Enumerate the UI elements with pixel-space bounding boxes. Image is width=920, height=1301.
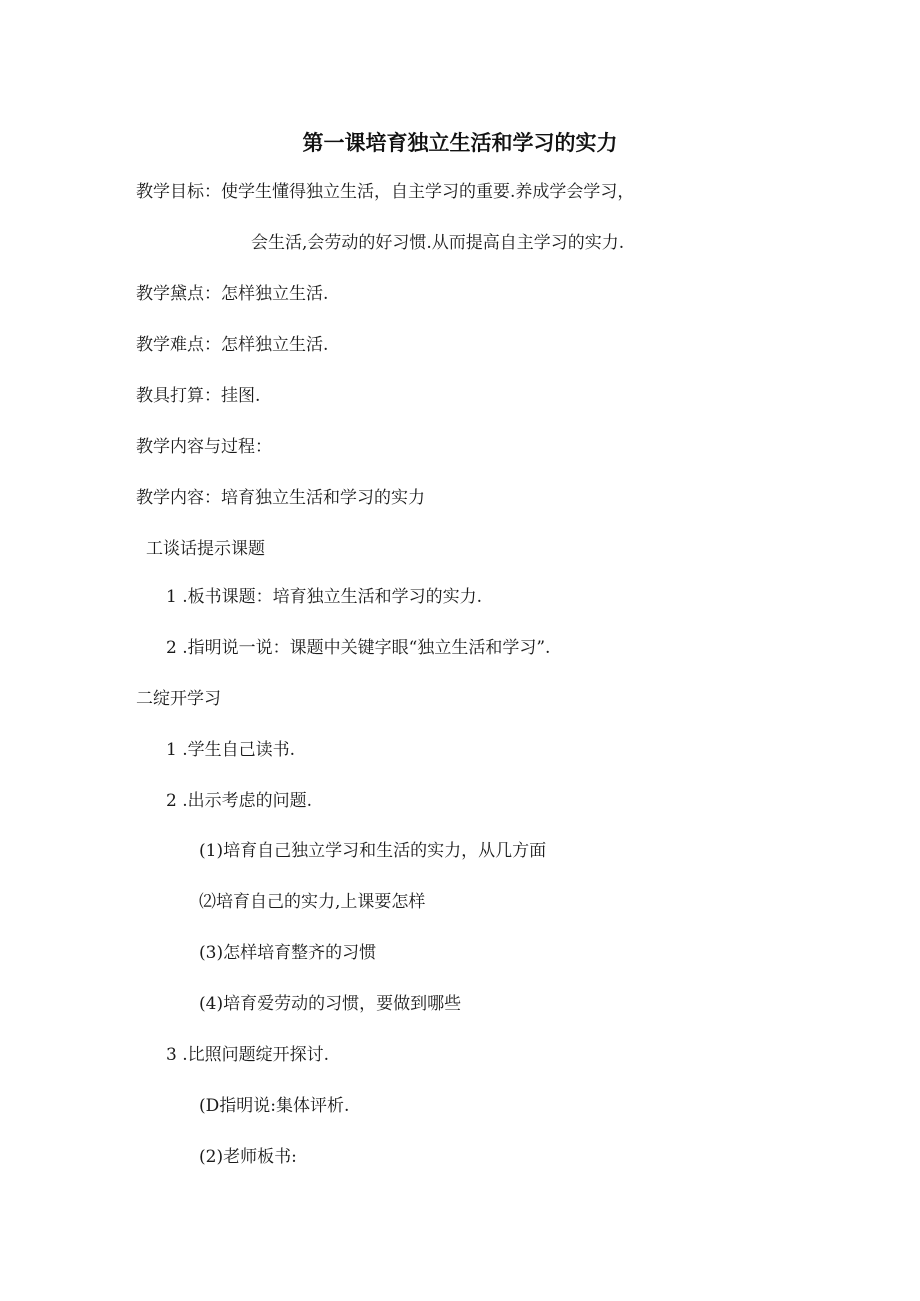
section-two-item-1: 1 .学生自己读书.: [166, 740, 296, 760]
section-one-item-1: 1 .板书课题：培育独立生活和学习的实力.: [166, 587, 483, 607]
teaching-goal-line-1: 教学目标：使学生懂得独立生活，自主学习的重要.养成学会学习，: [136, 182, 635, 202]
section-two-heading: 二绽开学习: [136, 689, 221, 709]
question-4: (4)培育爱劳动的习惯，要做到哪些: [199, 994, 462, 1014]
discussion-step-2: (2)老师板书:: [199, 1147, 297, 1167]
teaching-difficulty: 教学难点：怎样独立生活.: [136, 335, 329, 355]
section-two-item-2: 2 .出示考虑的问题.: [166, 791, 313, 811]
section-one-heading: 工谈话提示课题: [146, 539, 265, 559]
teaching-aids: 教具打算：挂图.: [136, 386, 261, 406]
question-3: (3)怎样培育整齐的习惯: [199, 943, 377, 963]
teaching-goal-line-2: 会生活,会劳动的好习惯.从而提高自主学习的实力.: [251, 233, 625, 253]
question-1: (1)培育自己独立学习和生活的实力，从几方面: [199, 841, 547, 861]
document-title: 第一课培育独立生活和学习的实力: [302, 131, 618, 155]
section-two-item-3: 3 .比照问题绽开探讨.: [166, 1045, 330, 1065]
teaching-key-point: 教学黛点：怎样独立生活.: [136, 284, 329, 304]
content-and-process-heading: 教学内容与过程：: [136, 437, 272, 457]
teaching-content: 教学内容：培育独立生活和学习的实力: [136, 488, 425, 508]
question-2: ⑵培育自己的实力,上课要怎样: [199, 892, 426, 912]
section-one-item-2: 2 .指明说一说：课题中关键字眼“独立生活和学习”.: [166, 638, 551, 658]
discussion-step-1: (D指明说:集体评析.: [199, 1096, 350, 1116]
